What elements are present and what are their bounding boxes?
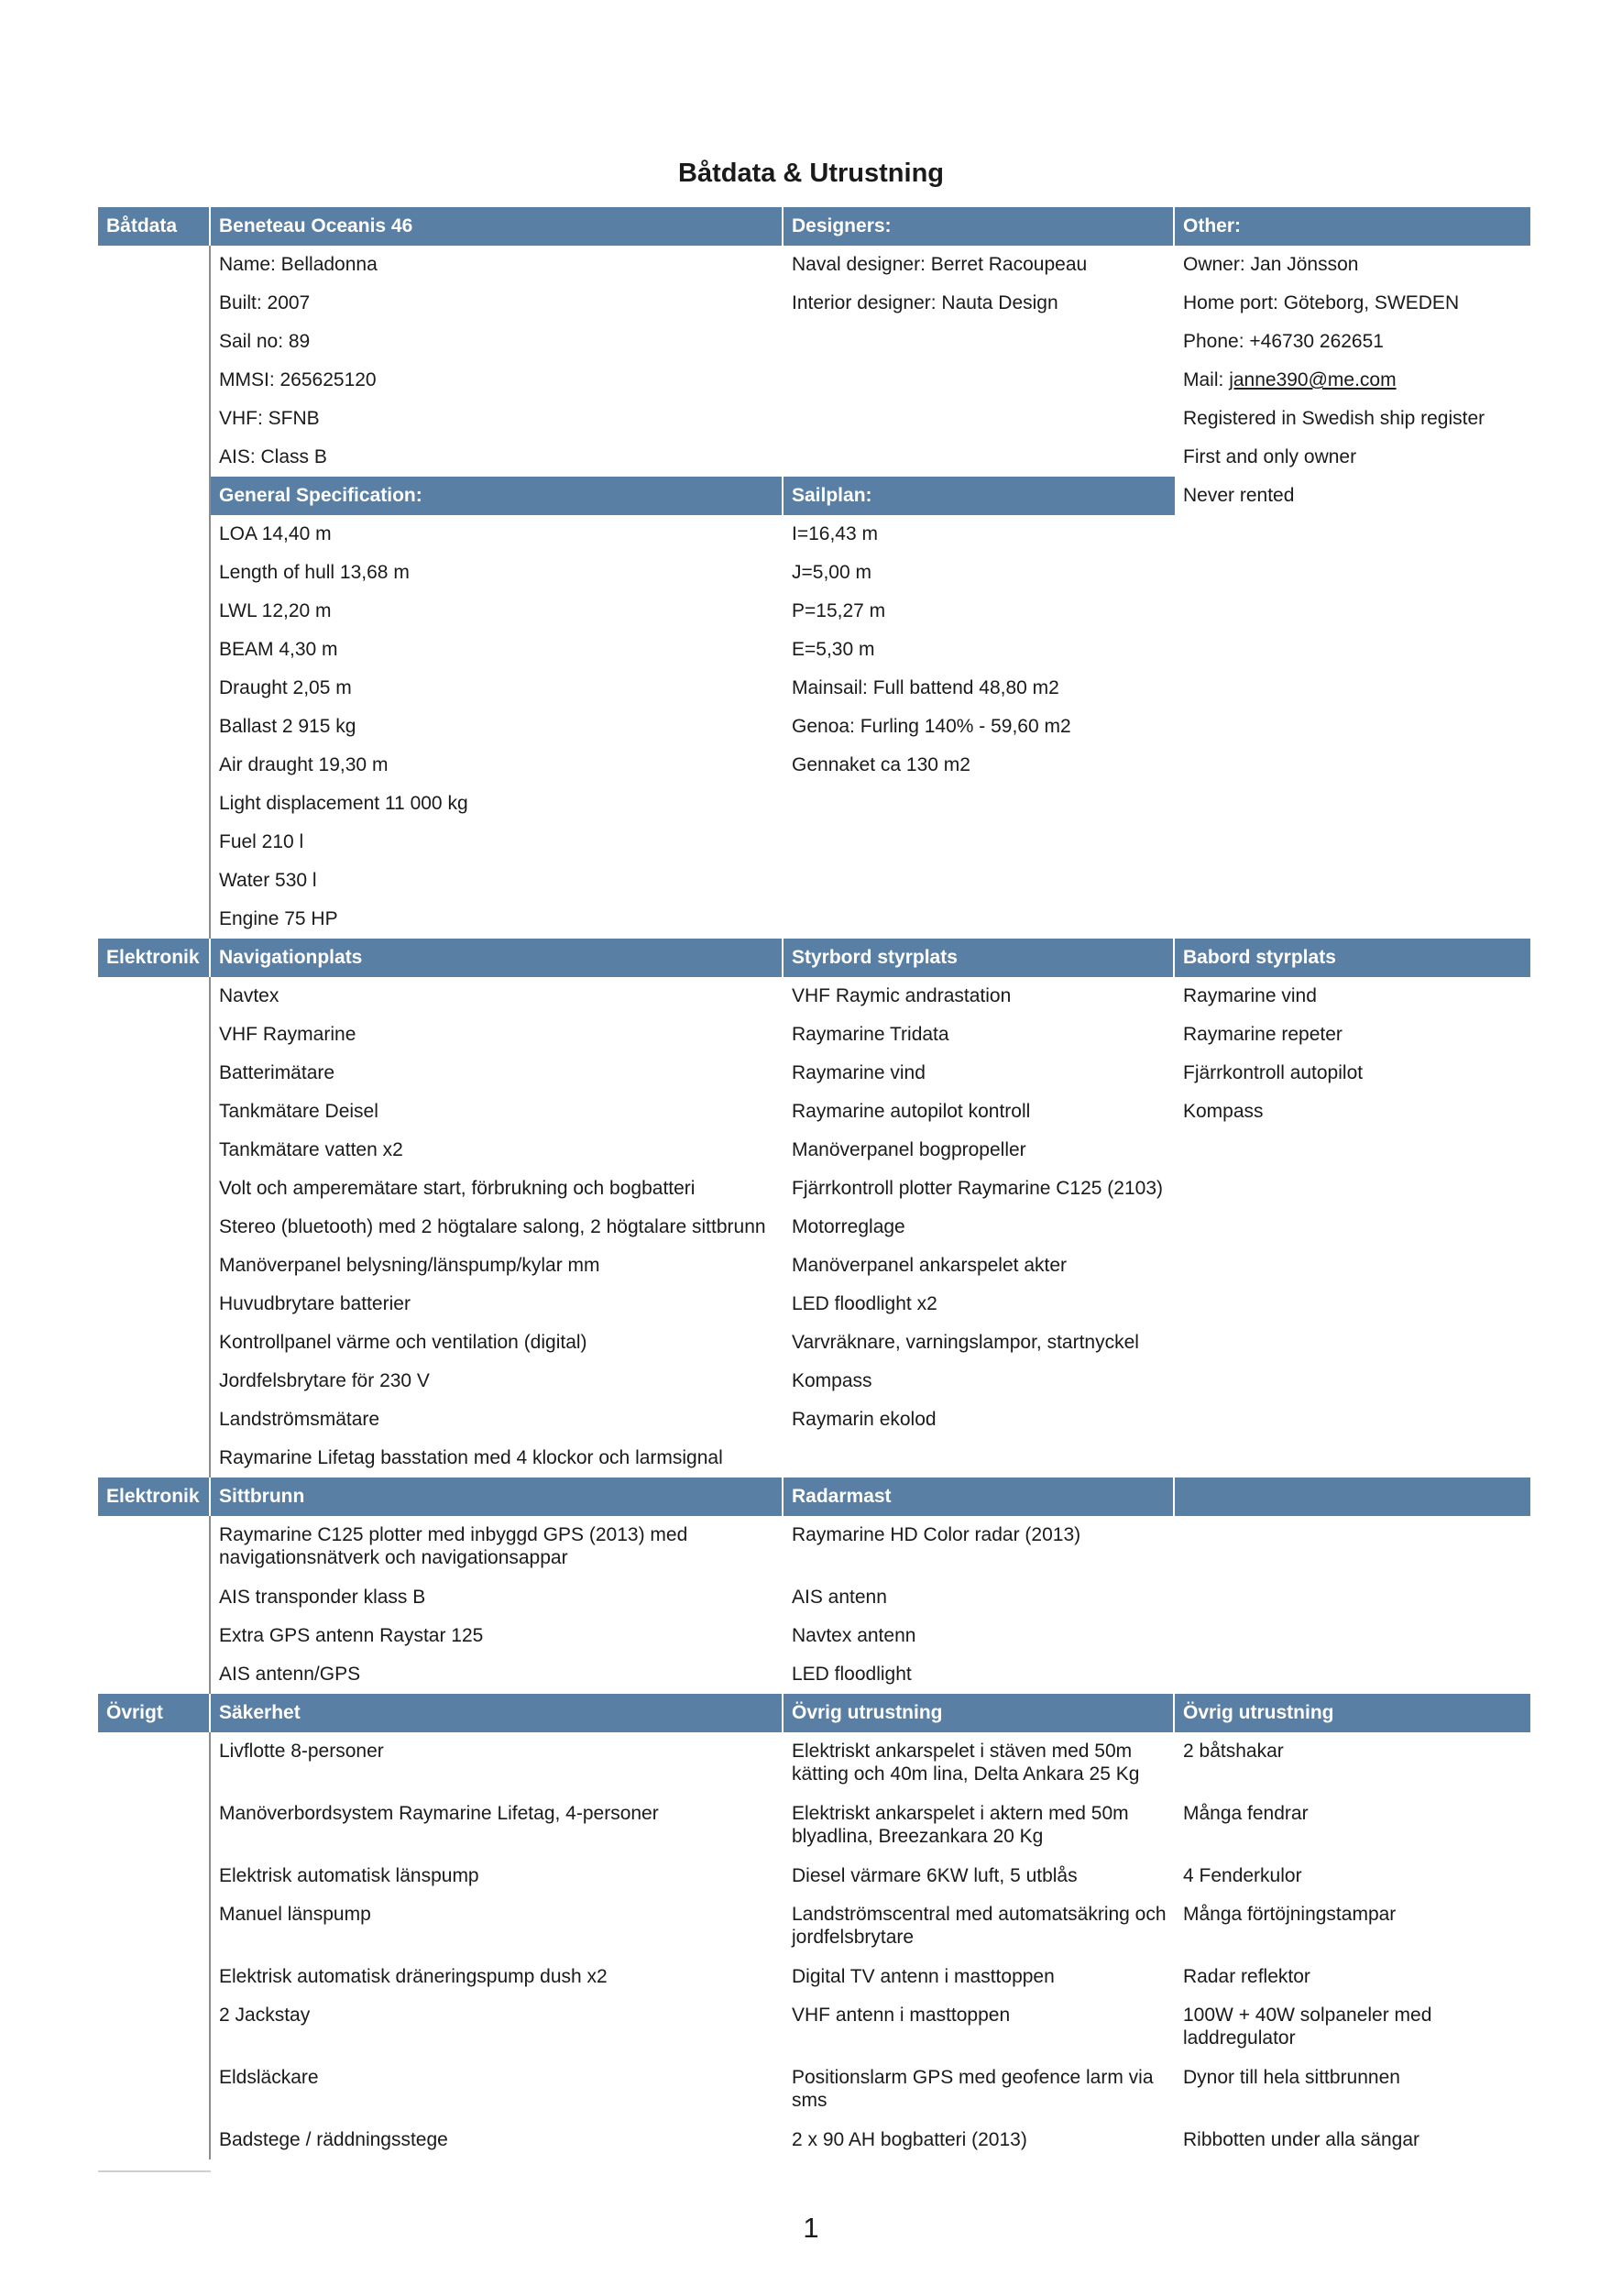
column-header: Övrig utrustning	[1183, 1702, 1334, 1723]
cell: VHF Raymarine	[219, 1024, 356, 1045]
mail-label: Mail:	[1183, 369, 1230, 390]
cell: Interior designer: Nauta Design	[792, 292, 1058, 313]
cell: Never rented	[1183, 485, 1295, 506]
cell	[1175, 1655, 1530, 1694]
cell: Stereo (bluetooth) med 2 högtalare salong, 2 högtalare sittbrunn	[219, 1216, 766, 1237]
section-label: Elektronik	[98, 1478, 211, 1516]
cell: Raymarin ekolod	[792, 1409, 937, 1430]
table-row	[98, 554, 1530, 592]
cell: Manöverpanel bogpropeller	[792, 1139, 1026, 1160]
cell: Badstege / räddningsstege	[219, 2129, 448, 2150]
column-header: General Specification:	[211, 477, 784, 515]
column-header	[1175, 1478, 1530, 1516]
cell	[1175, 1516, 1530, 1578]
cell: Owner: Jan Jönsson	[1183, 254, 1359, 275]
table-row	[98, 1401, 1530, 1439]
column-header: Other:	[1183, 215, 1241, 236]
cell	[784, 823, 1175, 862]
table-row	[98, 361, 1530, 400]
cell	[1175, 1208, 1530, 1247]
cell: Raymarine vind	[1183, 985, 1317, 1006]
cell: LED floodlight x2	[792, 1293, 937, 1314]
table-row	[98, 2059, 1530, 2121]
cell: Eldsläckare	[219, 2067, 319, 2088]
table-row	[98, 1732, 1530, 1795]
table-row	[98, 631, 1530, 669]
cell: Raymarine HD Color radar (2013)	[792, 1524, 1081, 1545]
cell	[1175, 1617, 1530, 1655]
column-header: Babord styrplats	[1183, 947, 1336, 968]
cell: 2 Jackstay	[219, 2005, 311, 2026]
cell: Sail no: 89	[219, 331, 311, 352]
cell: Volt och amperemätare start, förbrukning och bogbatteri	[219, 1178, 696, 1199]
cell: Navtex antenn	[792, 1625, 916, 1646]
cell: MMSI: 265625120	[219, 369, 377, 390]
cell: VHF antenn i masttoppen	[792, 2005, 1011, 2026]
table-row	[98, 1439, 1530, 1478]
cell: Light displacement 11 000 kg	[219, 793, 468, 814]
cell	[784, 900, 1175, 939]
table-row	[98, 1958, 1530, 1996]
table-row	[98, 1362, 1530, 1401]
table-row	[98, 438, 1530, 477]
cell: LED floodlight	[792, 1664, 912, 1685]
cell: Raymarine repeter	[1183, 1024, 1343, 1045]
table-row	[98, 669, 1530, 708]
cell: Motorreglage	[792, 1216, 905, 1237]
cell: Registered in Swedish ship register	[1183, 408, 1485, 429]
table-row	[98, 400, 1530, 438]
cell: Extra GPS antenn Raystar 125	[219, 1625, 484, 1646]
table-row	[98, 1170, 1530, 1208]
column-header: Sailplan:	[784, 477, 1175, 515]
cell: P=15,27 m	[792, 600, 886, 621]
cell	[784, 323, 1175, 361]
cell: Digital TV antenn i masttoppen	[792, 1966, 1055, 1987]
cell: Kompass	[1183, 1101, 1264, 1122]
section-header-batdata	[98, 207, 1530, 246]
cell: Kontrollpanel värme och ventilation (digital)	[219, 1332, 587, 1353]
table-end-rule	[98, 2170, 211, 2172]
cell	[784, 785, 1175, 823]
cell: Air draught 19,30 m	[219, 754, 389, 775]
cell: J=5,00 m	[792, 562, 871, 583]
table-row	[98, 1857, 1530, 1895]
cell: Huvudbrytare batterier	[219, 1293, 411, 1314]
mail-cell	[1175, 361, 1530, 400]
table-row	[98, 1655, 1530, 1694]
cell	[784, 361, 1175, 400]
cell: First and only owner	[1183, 446, 1357, 467]
section-label: Elektronik	[98, 939, 211, 977]
cell: Raymarine Tridata	[792, 1024, 949, 1045]
cell: E=5,30 m	[792, 639, 875, 660]
cell: I=16,43 m	[792, 523, 878, 544]
subheader-row	[98, 477, 1530, 515]
mail-link[interactable]: janne390@me.com	[1229, 369, 1397, 390]
page-title: Båtdata & Utrustning	[678, 159, 944, 188]
cell: Radar reflektor	[1183, 1966, 1310, 1987]
cell: Length of hull 13,68 m	[219, 562, 410, 583]
table-row	[98, 592, 1530, 631]
cell: Navtex	[219, 985, 279, 1006]
table-row	[98, 1247, 1530, 1285]
cell: LOA 14,40 m	[219, 523, 332, 544]
cell	[1175, 1401, 1530, 1439]
table-row	[98, 1795, 1530, 1857]
boat-data-table	[98, 207, 1530, 2159]
cell: Home port: Göteborg, SWEDEN	[1183, 292, 1460, 313]
table-row	[98, 1054, 1530, 1093]
table-row	[98, 246, 1530, 284]
cell	[784, 1439, 1175, 1478]
cell: Många fendrar	[1183, 1803, 1309, 1824]
page-number: 1	[803, 2212, 819, 2244]
cell	[1175, 1324, 1530, 1362]
table-row	[98, 1324, 1530, 1362]
cell	[1175, 1578, 1530, 1617]
table-row	[98, 977, 1530, 1016]
cell	[1175, 1362, 1530, 1401]
cell	[1175, 1131, 1530, 1170]
cell: Manuel länspump	[219, 1904, 371, 1925]
table-row	[98, 515, 1530, 554]
cell: Draught 2,05 m	[219, 677, 352, 698]
cell: Fjärrkontroll autopilot	[1183, 1062, 1364, 1083]
table-row	[98, 708, 1530, 746]
cell: Positionslarm GPS med geofence larm via sms	[792, 2067, 1154, 2111]
table-row	[98, 1016, 1530, 1054]
cell: AIS transponder klass B	[219, 1587, 426, 1608]
table-row	[98, 1617, 1530, 1655]
table-row	[98, 1578, 1530, 1617]
cell: Ribbotten under alla sängar	[1183, 2129, 1420, 2150]
cell	[1175, 1170, 1530, 1208]
cell: Diesel värmare 6KW luft, 5 utblås	[792, 1865, 1078, 1886]
cell: Många förtöjningstampar	[1183, 1904, 1397, 1925]
column-header: Beneteau Oceanis 46	[211, 207, 784, 246]
cell: Elektriskt ankarspelet i stäven med 50m kätting och 40m lina, Delta Ankara 25 Kg	[792, 1741, 1140, 1785]
cell: AIS antenn	[792, 1587, 887, 1608]
table-row	[98, 1208, 1530, 1247]
table-row	[98, 1131, 1530, 1170]
cell: Genoa: Furling 140% - 59,60 m2	[792, 716, 1071, 737]
cell: Built: 2007	[219, 292, 311, 313]
cell: AIS antenn/GPS	[219, 1664, 361, 1685]
table-row	[98, 746, 1530, 785]
cell	[1175, 1285, 1530, 1324]
cell: Manöverbordsystem Raymarine Lifetag, 4-personer	[219, 1803, 659, 1824]
cell: Manöverpanel ankarspelet akter	[792, 1255, 1068, 1276]
table-row	[98, 1996, 1530, 2059]
table-row	[98, 1516, 1530, 1578]
cell: BEAM 4,30 m	[219, 639, 338, 660]
cell	[1175, 1439, 1530, 1478]
cell: Raymarine Lifetag basstation med 4 klockor och larmsignal	[219, 1447, 723, 1468]
table-row	[98, 1285, 1530, 1324]
cell: Elektrisk automatisk länspump	[219, 1865, 479, 1886]
section-header-elektronik	[98, 939, 1530, 977]
cell: 2 x 90 AH bogbatteri (2013)	[792, 2129, 1027, 2150]
section-label: Båtdata	[98, 207, 211, 246]
cell: Tankmätare vatten x2	[219, 1139, 403, 1160]
table-row	[98, 1093, 1530, 1131]
column-header: Säkerhet	[211, 1694, 784, 1732]
cell	[1175, 1247, 1530, 1285]
cell: Ballast 2 915 kg	[219, 716, 356, 737]
cell: Raymarine C125 plotter med inbyggd GPS (2013) med navigationsnätverk och navigationsappar	[219, 1524, 688, 1568]
cell: 2 båtshakar	[1183, 1741, 1284, 1762]
cell: Raymarine autopilot kontroll	[792, 1101, 1031, 1122]
table-row	[98, 284, 1530, 323]
table-row	[98, 1895, 1530, 1958]
column-header: Designers:	[784, 207, 1175, 246]
cell: Mainsail: Full battend 48,80 m2	[792, 677, 1059, 698]
column-header: Sittbrunn	[211, 1478, 784, 1516]
table-row	[98, 823, 1530, 862]
cell: Jordfelsbrytare för 230 V	[219, 1370, 430, 1391]
column-header: Övrig utrustning	[784, 1694, 1175, 1732]
cell: Kompass	[792, 1370, 872, 1391]
section-header-elektronik-2	[98, 1478, 1530, 1516]
cell: Phone: +46730 262651	[1183, 331, 1384, 352]
table-row	[98, 862, 1530, 900]
cell: Elektrisk automatisk dräneringspump dush x2	[219, 1966, 608, 1987]
cell: Water 530 l	[219, 870, 317, 891]
cell: AIS: Class B	[219, 446, 327, 467]
table-row	[98, 900, 1530, 939]
cell: Livflotte 8-personer	[219, 1741, 384, 1762]
cell: Engine 75 HP	[219, 908, 338, 929]
cell: Batterimätare	[219, 1062, 335, 1083]
cell: Naval designer: Berret Racoupeau	[792, 254, 1088, 275]
cell: Gennaket ca 130 m2	[792, 754, 970, 775]
cell: Fuel 210 l	[219, 831, 304, 852]
cell: Varvräknare, varningslampor, startnyckel	[792, 1332, 1139, 1353]
cell: VHF Raymic andrastation	[792, 985, 1012, 1006]
cell: Raymarine vind	[792, 1062, 926, 1083]
column-header: Navigationplats	[211, 939, 784, 977]
cell: Fjärrkontroll plotter Raymarine C125 (2103)	[792, 1178, 1163, 1199]
table-row	[98, 323, 1530, 361]
cell: Manöverpanel belysning/länspump/kylar mm	[219, 1255, 600, 1276]
cell: VHF: SFNB	[219, 408, 320, 429]
column-header: Radarmast	[784, 1478, 1175, 1516]
cell: 100W + 40W solpaneler med laddregulator	[1183, 2005, 1432, 2049]
cell	[784, 862, 1175, 900]
cell: Landströmscentral med automatsäkring och jordfelsbrytare	[792, 1904, 1167, 1948]
cell: Tankmätare Deisel	[219, 1101, 378, 1122]
section-label: Övrigt	[98, 1694, 211, 1732]
cell: Name: Belladonna	[219, 254, 378, 275]
table-row	[98, 785, 1530, 823]
cell	[784, 438, 1175, 477]
cell: Elektriskt ankarspelet i aktern med 50m blyadlina, Breezankara 20 Kg	[792, 1803, 1129, 1847]
cell: Landströmsmätare	[219, 1409, 380, 1430]
cell	[784, 400, 1175, 438]
section-header-ovrigt	[98, 1694, 1530, 1732]
cell: Dynor till hela sittbrunnen	[1183, 2067, 1400, 2088]
table-row	[98, 2121, 1530, 2159]
cell: LWL 12,20 m	[219, 600, 332, 621]
cell: 4 Fenderkulor	[1183, 1865, 1302, 1886]
column-header: Styrbord styrplats	[784, 939, 1175, 977]
